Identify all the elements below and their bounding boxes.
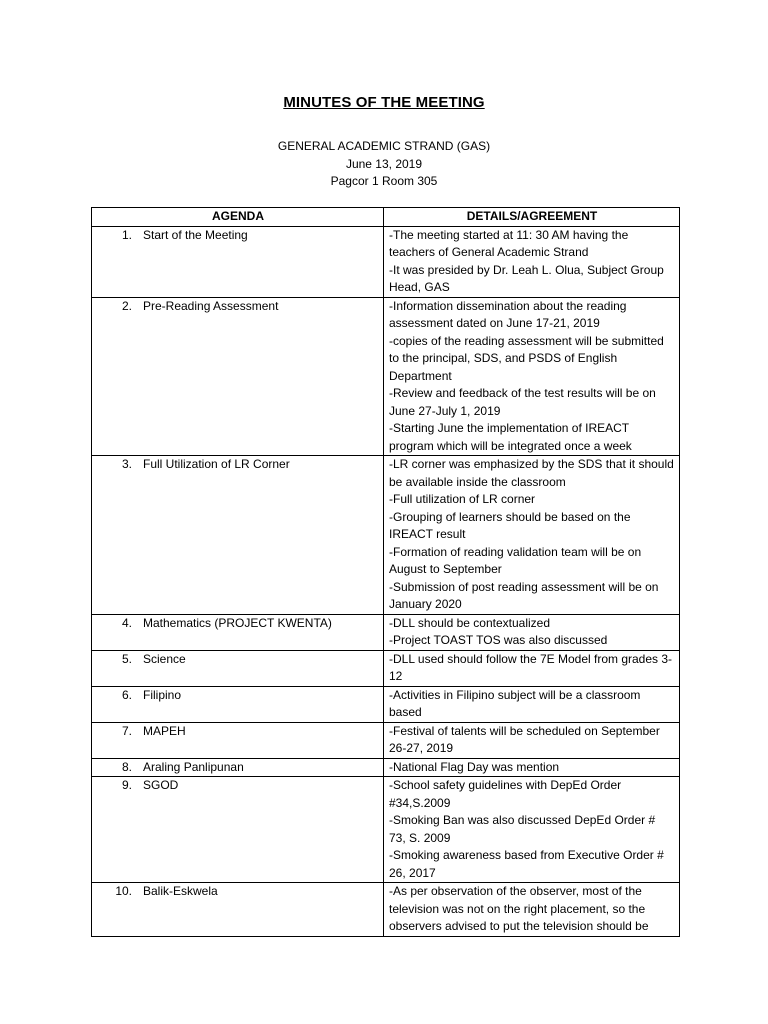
table-row xyxy=(92,650,680,686)
detail-item: -Smoking Ban was also discussed DepEd Order # 73, S. 2009 xyxy=(389,813,656,845)
agenda-label: Science xyxy=(143,651,186,666)
details-cell xyxy=(384,686,680,722)
minutes-table xyxy=(91,207,680,937)
details-cell xyxy=(384,456,680,615)
details-cell xyxy=(384,883,680,937)
meeting-venue: Pagcor 1 Room 305 xyxy=(330,174,438,188)
agenda-number: 9. xyxy=(121,778,132,792)
meeting-header xyxy=(0,138,768,191)
agenda-label: MAPEH xyxy=(143,723,186,738)
detail-item: -Smoking awareness based from Executive Order # 26, 2017 xyxy=(389,848,664,880)
detail-item: -Festival of talents will be scheduled on September 26-27, 2019 xyxy=(389,723,660,755)
table-row xyxy=(92,226,680,297)
agenda-number: 10. xyxy=(115,884,132,898)
agenda-number: 2. xyxy=(121,298,132,313)
details-cell xyxy=(384,758,680,777)
detail-item: -National Flag Day was mention xyxy=(389,759,560,774)
table-row xyxy=(92,614,680,650)
agenda-label: Mathematics (PROJECT KWENTA) xyxy=(143,615,332,630)
agenda-number: 8. xyxy=(121,759,132,774)
agenda-cell xyxy=(92,297,384,456)
agenda-number: 1. xyxy=(121,227,132,242)
table-row xyxy=(92,297,680,456)
detail-item: -As per observation of the observer, most of the television was not on the right placement, so the observers advised to put the television should be xyxy=(389,884,649,933)
detail-item: -LR corner was emphasized by the SDS that it should be available inside the classroom xyxy=(389,457,674,489)
agenda-label: Araling Panlipunan xyxy=(143,759,244,774)
detail-item: -Project TOAST TOS was also discussed xyxy=(389,633,608,647)
agenda-number: 6. xyxy=(121,687,132,702)
agenda-label: Filipino xyxy=(143,687,182,702)
details-cell xyxy=(384,614,680,650)
agenda-cell xyxy=(92,614,384,650)
table-header-row xyxy=(92,208,680,227)
detail-item: -Information dissemination about the reading assessment dated on June 17-21, 2019 xyxy=(389,298,627,330)
detail-item: -School safety guidelines with DepEd Order #34,S.2009 xyxy=(389,778,622,810)
agenda-cell xyxy=(92,883,384,937)
table-row xyxy=(92,456,680,615)
agenda-cell xyxy=(92,686,384,722)
detail-item: -The meeting started at 11: 30 AM having the teachers of General Academic Strand xyxy=(389,227,629,259)
detail-item: -DLL should be contextualized xyxy=(389,615,550,630)
detail-item: -Grouping of learners should be based on the IREACT result xyxy=(389,509,631,541)
detail-item: -Formation of reading validation team will be on August to September xyxy=(389,544,642,576)
details-cell xyxy=(384,297,680,456)
details-cell xyxy=(384,722,680,758)
agenda-cell xyxy=(92,650,384,686)
agenda-number: 7. xyxy=(121,723,132,738)
agenda-number: 5. xyxy=(121,651,132,666)
agenda-cell xyxy=(92,722,384,758)
table-row xyxy=(92,777,680,883)
agenda-label: Start of the Meeting xyxy=(143,227,248,242)
details-cell xyxy=(384,777,680,883)
details-column-header: DETAILS/AGREEMENT xyxy=(384,208,680,227)
details-cell xyxy=(384,650,680,686)
agenda-label: Pre-Reading Assessment xyxy=(143,298,279,313)
agenda-cell xyxy=(92,758,384,777)
agenda-label: SGOD xyxy=(143,778,179,792)
agenda-label: Balik-Eskwela xyxy=(143,884,218,898)
table-row xyxy=(92,722,680,758)
detail-item: -Review and feedback of the test results will be on June 27-July 1, 2019 xyxy=(389,386,656,418)
detail-item: -copies of the reading assessment will be submitted to the principal, SDS, and PSDS of English Department xyxy=(389,333,664,383)
detail-item: -It was presided by Dr. Leah L. Olua, Subject Group Head, GAS xyxy=(389,262,664,294)
table-row xyxy=(92,883,680,937)
agenda-cell xyxy=(92,777,384,883)
document-title: MINUTES OF THE MEETING xyxy=(283,94,485,111)
agenda-number: 3. xyxy=(121,457,132,471)
detail-item: -Starting June the implementation of IREACT program which will be integrated once a week xyxy=(389,421,632,453)
detail-item: -DLL used should follow the 7E Model from grades 3-12 xyxy=(389,651,673,683)
agenda-cell xyxy=(92,226,384,297)
meeting-date: June 13, 2019 xyxy=(345,156,423,171)
minutes-table-body xyxy=(92,226,680,936)
detail-item: -Full utilization of LR corner xyxy=(389,492,536,506)
detail-item: -Submission of post reading assessment will be on January 2020 xyxy=(389,579,659,611)
table-row xyxy=(92,758,680,777)
detail-item: -Activities in Filipino subject will be a classroom based xyxy=(389,687,641,719)
agenda-cell xyxy=(92,456,384,615)
table-row xyxy=(92,686,680,722)
strand-name: GENERAL ACADEMIC STRAND (GAS) xyxy=(277,139,491,153)
agenda-number: 4. xyxy=(121,615,132,630)
agenda-label: Full Utilization of LR Corner xyxy=(143,457,290,471)
agenda-column-header: AGENDA xyxy=(92,208,384,227)
details-cell xyxy=(384,226,680,297)
